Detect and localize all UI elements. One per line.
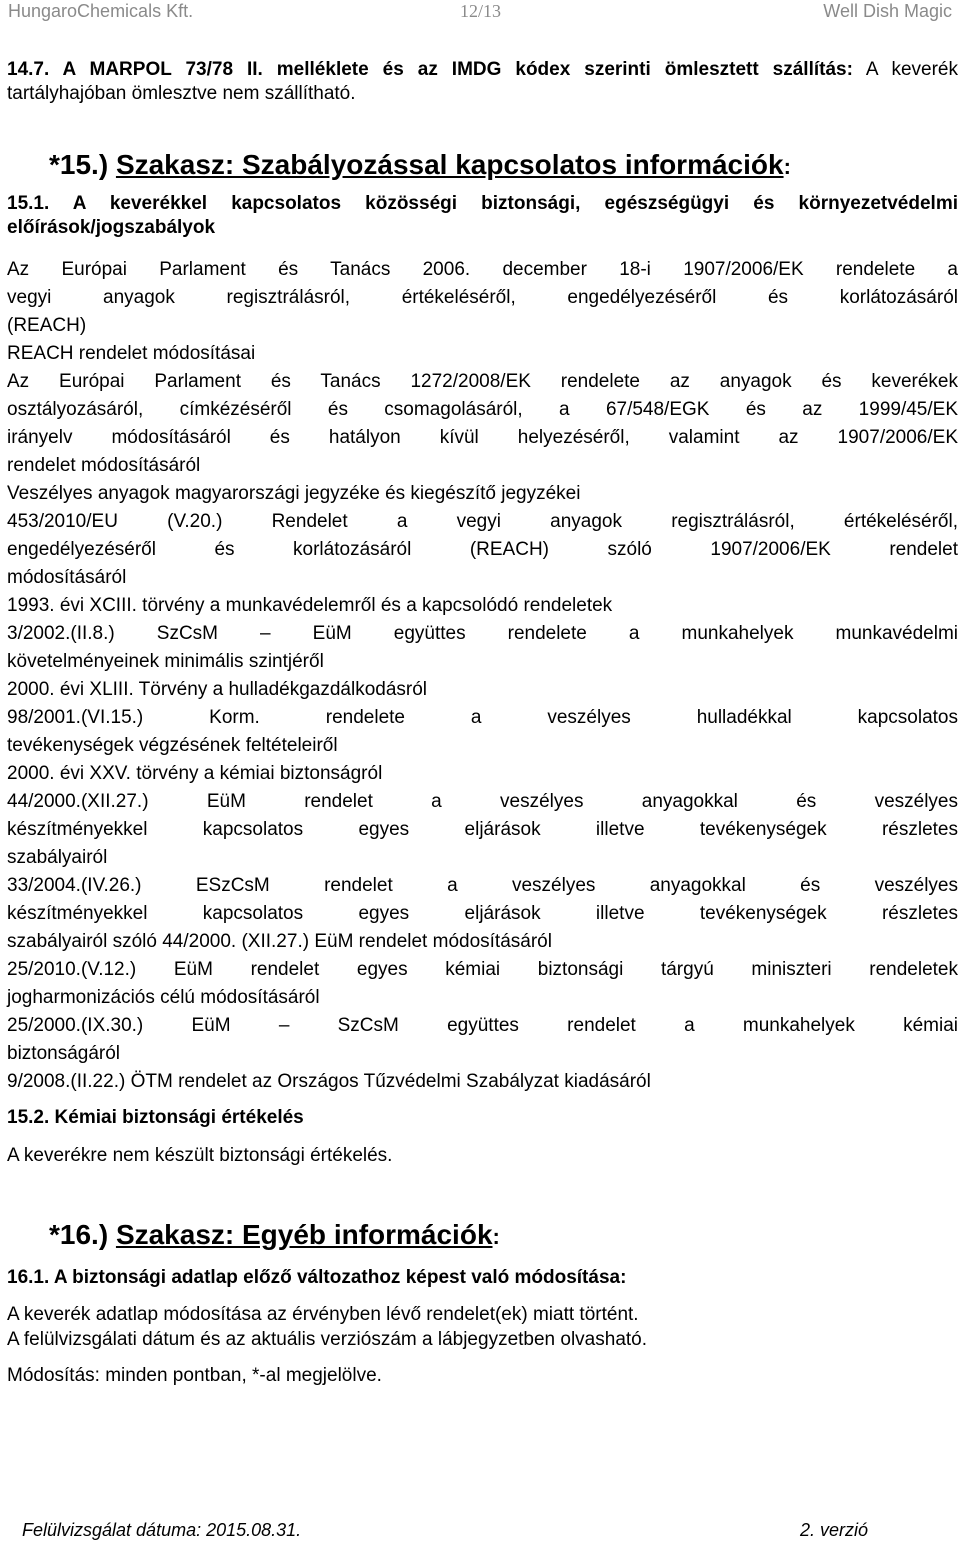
section-14-7-heading: 14.7. A MARPOL 73/78 II. melléklete és az IMDG kódex szerinti ömlesztett szállítás: [7,59,853,80]
section-15-1-heading: 15.1. A keverékkel kapcsolatos közösségi biztonsági, egészségügyi és környezetvédelmi előírások/jogszabályok [7,193,958,238]
text-line: 25/2000.(IX.30.) EüM – SzCsM együttes rendelet a munkahelyek kémiai [7,1015,958,1036]
text-line: 1993. évi XCIII. törvény a munkavédelemről és a kapcsolódó rendeletek [7,595,613,616]
text-line: 25/2010.(V.12.) EüM rendelet egyes kémiai biztonsági tárgyú miniszteri rendeletek [7,959,958,980]
section-16-colon: : [492,1224,500,1249]
section-15-title [7,148,958,184]
section-16-1-heading: 16.1. A biztonsági adatlap előző változathoz képest való módosítása: [7,1267,627,1288]
text-line: 453/2010/EU (V.20.) Rendelet a vegyi anyagok regisztrálásról, értékeléséről, [7,511,958,532]
section-16-title [7,1218,958,1254]
text-line: módosításáról [7,567,127,588]
text-line: 33/2004.(IV.26.) ESzCsM rendelet a veszélyes anyagokkal és veszélyes [7,875,958,896]
header-company: HungaroChemicals Kft. [8,1,194,21]
section-15-prefix: *15.) [49,149,116,180]
text-line: készítményekkel kapcsolatos egyes eljárások illetve tevékenységek részletes [7,819,958,840]
text-line: biztonságáról [7,1043,121,1064]
text-line: jogharmonizációs célú módosításáról [7,987,320,1008]
header-page-number: 12/13 [460,1,502,21]
footer-review-date: Felülvizsgálat dátuma: 2015.08.31. [22,1520,302,1540]
text-line: Veszélyes anyagok magyarországi jegyzéke és kiegészítő jegyzékei [7,483,581,504]
page-header [0,0,960,24]
text-line: REACH rendelet módosításai [7,343,256,364]
text-line: 9/2008.(II.22.) ÖTM rendelet az Országos Tűzvédelmi Szabályzat kiadásáról [7,1071,651,1092]
page-footer [0,1520,960,1544]
text-line: 2000. évi XLIII. Törvény a hulladékgazdálkodásról [7,679,428,700]
text-line: (REACH) [7,315,87,336]
section-14-7-text: A keverék tartályhajóban ömlesztve nem szállítható. [7,59,958,104]
text-line: szabályairól szóló 44/2000. (XII.27.) EüM rendelet módosításáról [7,931,552,952]
text-line: tevékenységek végzésének feltételeiről [7,735,338,756]
footer-version: 2. verzió [800,1520,869,1540]
text-line: 98/2001.(VI.15.) Korm. rendelete a veszélyes hulladékkal kapcsolatos [7,707,958,728]
section-15-1-body [7,256,958,1096]
text-line: Az Európai Parlament és Tanács 1272/2008/EK rendelete az anyagok és keverékek [7,371,958,392]
section-15-colon: : [783,154,791,179]
section-16-1-line-3: Módosítás: minden pontban, *-al megjelölve. [7,1365,382,1386]
section-16-title-text: Szakasz: Egyéb információk [115,1219,493,1250]
section-15-2-text: A keverékre nem készült biztonsági értékelés. [7,1145,393,1166]
section-16-1-line-1: A keverék adatlap módosítása az érvényben lévő rendelet(ek) miatt történt. [7,1304,639,1325]
document-content [7,58,958,1390]
section-16-1-line-2: A felülvizsgálati dátum és az aktuális verziószám a lábjegyzetben olvasható. [7,1329,648,1350]
text-line: vegyi anyagok regisztrálásról, értékeléséről, engedélyezéséről és korlátozásáról [7,287,958,308]
text-line: 2000. évi XXV. törvény a kémiai biztonságról [7,763,383,784]
text-line: 44/2000.(XII.27.) EüM rendelet a veszélyes anyagokkal és veszélyes [7,791,958,812]
text-line: szabályairól [7,847,108,868]
text-line: Az Európai Parlament és Tanács 2006. december 18-i 1907/2006/EK rendelete a [7,259,958,280]
text-line: rendelet módosításáról [7,455,201,476]
text-line: követelményeinek minimális szintjéről [7,651,324,672]
text-line: osztályozásáról, címkézéséről és csomagolásáról, a 67/548/EGK és az 1999/45/EK [7,399,958,420]
text-line: engedélyezéséről és korlátozásáról (REACH) szóló 1907/2006/EK rendelet [7,539,958,560]
text-line: irányelv módosításáról és hatályon kívül helyezéséről, valamint az 1907/2006/EK [7,427,958,448]
header-product: Well Dish Magic [823,1,952,21]
section-15-2-heading: 15.2. Kémiai biztonsági értékelés [7,1107,304,1128]
text-line: 3/2002.(II.8.) SzCsM – EüM együttes rendelete a munkahelyek munkavédelmi [7,623,958,644]
section-14-7 [7,58,958,106]
text-line: készítményekkel kapcsolatos egyes eljárások illetve tevékenységek részletes [7,903,958,924]
section-15-title-text: Szakasz: Szabályozással kapcsolatos információk [115,149,784,180]
section-16-prefix: *16.) [49,1219,116,1250]
